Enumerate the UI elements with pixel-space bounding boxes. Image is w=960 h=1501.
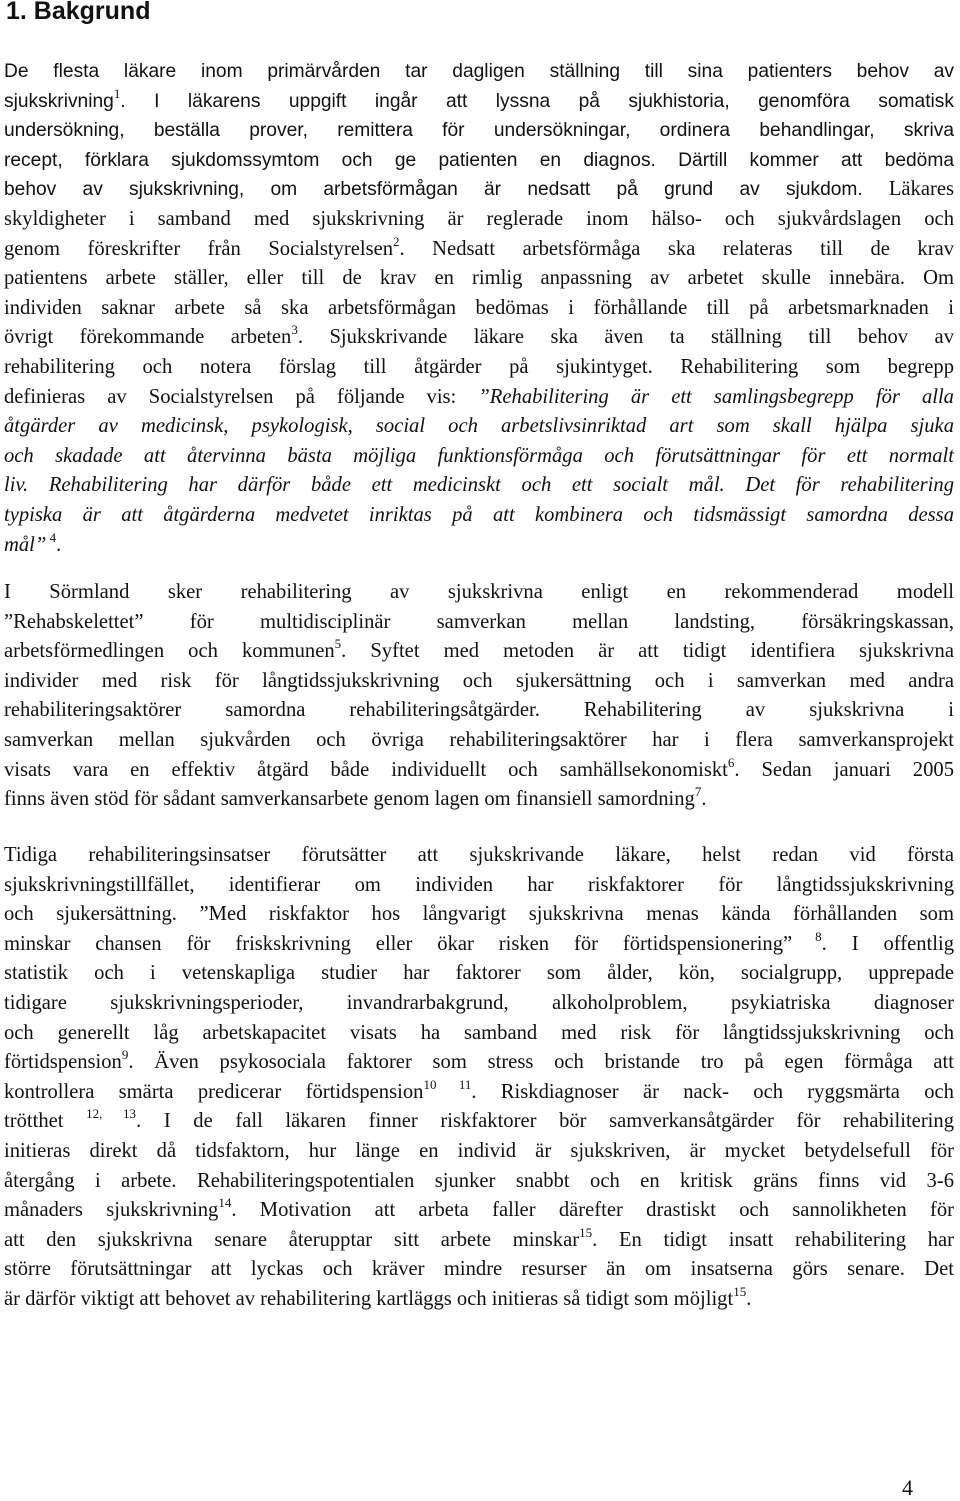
footnote-reference: 12, 13 bbox=[86, 1106, 137, 1122]
text-line bbox=[4, 471, 954, 501]
footnote-reference: 6 bbox=[727, 754, 735, 770]
text-line bbox=[4, 1019, 954, 1049]
text-line bbox=[4, 785, 954, 815]
text-run: statistik och i vetenskapliga studier har faktorer som ålder, kön, socialgrupp, upprepade bbox=[4, 962, 954, 985]
text-run: arbetsförmedlingen och kommunen bbox=[4, 640, 335, 663]
text-line bbox=[4, 667, 954, 697]
paragraph-2 bbox=[4, 578, 954, 815]
text-run: . bbox=[746, 1287, 752, 1310]
footnote-reference: 9 bbox=[121, 1047, 129, 1063]
text-run: . Syftet med metoden är att tidigt identifiera sjukskrivna bbox=[341, 640, 954, 663]
text-line bbox=[4, 900, 954, 930]
footnote-reference: 14 bbox=[218, 1195, 232, 1211]
text-run: är därför viktigt att behovet av rehabilitering kartläggs och initieras så tidigt som möjligt bbox=[4, 1287, 734, 1310]
text-run: . Sedan januari 2005 bbox=[734, 758, 954, 781]
text-run: . bbox=[701, 788, 707, 811]
text-line bbox=[4, 1167, 954, 1197]
text-run: . Riskdiagnoser är nack- och ryggsmärta och bbox=[471, 1080, 954, 1103]
quote-text: ”Rehabilitering är ett samlingsbegrepp för alla bbox=[478, 385, 954, 408]
quote-text: mål” bbox=[4, 533, 47, 556]
text-line bbox=[4, 1137, 954, 1167]
text-run: genom föreskrifter från Socialstyrelsen bbox=[4, 237, 394, 260]
text-run: . Sjukskrivande läkare ska även ta ställning till behov av bbox=[297, 326, 954, 349]
text-line bbox=[4, 323, 954, 353]
text-line bbox=[4, 1226, 954, 1256]
text-run: återgång i arbete. Rehabiliteringspotentialen sjunker snabbt och en kritisk gräns finns vid 3-6 bbox=[4, 1169, 954, 1192]
text-run: . Motivation att arbeta faller därefter drastiskt och sannolikheten för bbox=[231, 1199, 954, 1222]
text-run: behov av sjukskrivning, om arbetsförmågan är nedsatt på grund av sjukdom. bbox=[4, 179, 863, 201]
text-run: individen saknar arbete så ska arbetsförmågan bedömas i förhållande till på arbetsmarknaden i bbox=[4, 296, 954, 319]
text-run: skyldigheter i samband med sjukskrivning är reglerade inom hälso- och sjukvårdslagen och bbox=[4, 207, 954, 230]
text-run: . I offentlig bbox=[821, 932, 955, 955]
text-line bbox=[4, 959, 954, 989]
text-run: Läkares bbox=[862, 178, 954, 201]
text-run: . En tidigt insatt rehabilitering har bbox=[592, 1228, 954, 1251]
text-line bbox=[4, 608, 954, 638]
text-line bbox=[4, 412, 954, 442]
text-run: rehabilitering och notera förslag till åtgärder på sjukintyget. bbox=[4, 355, 653, 378]
text-line bbox=[4, 116, 954, 146]
text-run: och generellt låg arbetskapacitet visats ha samband med risk för långtidssjukskrivning och bbox=[4, 1021, 954, 1044]
text-run: undersökning, beställa prover, remittera för undersökningar, ordinera behandlingar, skriva bbox=[4, 120, 954, 142]
text-run: kontrollera smärta predicerar förtidspension bbox=[4, 1080, 424, 1103]
paragraph-3 bbox=[4, 841, 954, 1315]
text-run: Därtill kommer att bedöma bbox=[655, 149, 954, 171]
text-run: Om bbox=[905, 267, 954, 290]
quote-text: typiska är att åtgärderna medvetet inriktas på att kombinera och tidsmässigt samordna dessa bbox=[4, 503, 954, 526]
text-line bbox=[4, 726, 954, 756]
text-run: sjukskrivning bbox=[4, 90, 114, 112]
text-run: Rehabilitering av sjukskrivna i bbox=[539, 699, 954, 722]
text-run: att den sjukskrivna senare återupptar sitt arbete minskar bbox=[4, 1228, 580, 1251]
footnote-reference: 3 bbox=[291, 322, 298, 338]
text-run: visats vara en effektiv åtgärd både individuellt och samhällsekonomiskt bbox=[4, 758, 728, 781]
text-run: . Även psykosociala faktorer som stress och bristande tro på egen förmåga att bbox=[128, 1051, 954, 1074]
text-line bbox=[4, 205, 954, 235]
text-line bbox=[4, 531, 954, 561]
text-line bbox=[4, 637, 954, 667]
quote-text: åtgärder av medicinsk, psykologisk, social och arbetslivsinriktad art som skall hjälpa sjuka bbox=[4, 415, 954, 438]
text-line bbox=[4, 383, 954, 413]
text-line bbox=[4, 1107, 954, 1137]
text-run: och sjukersättning. ”Med riskfaktor hos långvarigt sjukskrivna menas kända förhållanden som bbox=[4, 903, 954, 926]
quote-text: och skadade att återvinna bästa möjliga funktionsförmåga och förutsättningar för ett normalt bbox=[4, 444, 954, 467]
text-run: större förutsättningar att lyckas och kräver mindre resurser än om insatserna görs senare. Det bbox=[4, 1258, 954, 1281]
text-run: Tidiga rehabiliteringsinsatser förutsätter att sjukskrivande läkare, helst redan vid första bbox=[4, 844, 954, 866]
text-run: samverkan mellan sjukvården och övriga rehabiliteringsaktörer har i flera samverkansprojekt bbox=[4, 728, 954, 751]
text-run: tidigare sjukskrivningsperioder, invandrarbakgrund, alkoholproblem, psykiatriska diagnoser bbox=[4, 991, 954, 1014]
text-run: definieras av Socialstyrelsen på följande vis: bbox=[4, 385, 479, 408]
text-run: . I läkarens uppgift ingår att lyssna på sjukhistoria, genomföra somatisk bbox=[120, 90, 954, 112]
text-line bbox=[4, 264, 954, 294]
text-line bbox=[4, 578, 954, 608]
footnote-reference: 15 bbox=[733, 1283, 747, 1299]
text-run: I Sörmland sker rehabilitering av sjukskrivna enligt en rekommenderad modell bbox=[4, 581, 954, 603]
footnote-reference: 8 bbox=[792, 928, 822, 944]
text-run: rehabiliteringsaktörer samordna rehabiliteringsåtgärder. bbox=[4, 699, 540, 722]
footnote-reference: 1 bbox=[113, 85, 121, 101]
footnote-reference: 7 bbox=[694, 784, 702, 800]
text-run: recept, förklara sjukdomssymtom och ge patienten en diagnos. bbox=[4, 149, 656, 171]
text-run: . Nedsatt arbetsförmåga ska relateras till de krav bbox=[399, 237, 955, 260]
text-line bbox=[4, 57, 954, 87]
text-line bbox=[4, 841, 954, 871]
text-line bbox=[4, 294, 954, 324]
text-line bbox=[4, 1255, 954, 1285]
text-line bbox=[4, 442, 954, 472]
text-line bbox=[4, 87, 954, 117]
text-run: övrigt förekommande arbeten bbox=[4, 326, 292, 349]
text-line bbox=[4, 146, 954, 176]
text-line bbox=[4, 1285, 954, 1315]
paragraph-1 bbox=[4, 57, 954, 560]
text-line bbox=[4, 175, 954, 205]
text-run: månaders sjukskrivning bbox=[4, 1199, 219, 1222]
text-run: förtidspension bbox=[4, 1051, 122, 1074]
text-line bbox=[4, 235, 954, 265]
text-run: Rehabilitering som begrepp bbox=[652, 355, 954, 378]
text-line bbox=[4, 696, 954, 726]
text-run: De flesta läkare inom primärvården tar dagligen ställning till sina patienters behov av bbox=[4, 61, 954, 82]
text-line bbox=[4, 871, 954, 901]
quote-text: liv. Rehabilitering har därför både ett medicinskt och ett socialt mål. Det för rehabilitering bbox=[4, 474, 954, 497]
text-run: ”Rehabskelettet” för multidisciplinär samverkan mellan landsting, försäkringskassan, bbox=[4, 610, 954, 633]
text-line bbox=[4, 756, 954, 786]
footnote-reference: 4 bbox=[46, 529, 57, 545]
text-run: individer med risk för långtidssjukskrivning och sjukersättning och i samverkan med andra bbox=[4, 669, 954, 692]
footnote-reference: 5 bbox=[334, 636, 342, 652]
text-run: . I de fall läkaren finner riskfaktorer bör samverkansåtgärder för rehabilitering bbox=[136, 1110, 954, 1133]
footnote-reference: 2 bbox=[393, 233, 400, 249]
text-run: patientens arbete ställer, eller till de krav en rimlig anpassning av arbetet skulle innebära. bbox=[4, 267, 906, 290]
page-number: 4 bbox=[902, 1475, 913, 1500]
text-run: sjukskrivningstillfället, identifierar om individen har riskfaktorer för långtidssjukskrivning bbox=[4, 873, 954, 896]
text-line bbox=[4, 989, 954, 1019]
text-run: finns även stöd för sådant samverkansarbete genom lagen om finansiell samordning bbox=[4, 788, 695, 811]
text-run: minskar chansen för friskskrivning eller ökar risken för förtidspensionering” bbox=[4, 932, 793, 955]
text-line bbox=[4, 1078, 954, 1108]
section-heading: 1. Bakgrund bbox=[6, 0, 151, 25]
text-line bbox=[4, 1196, 954, 1226]
text-run: trötthet bbox=[4, 1110, 87, 1133]
text-line bbox=[4, 930, 954, 960]
footnote-reference: 15 bbox=[579, 1224, 593, 1240]
text-line bbox=[4, 1048, 954, 1078]
text-line bbox=[4, 501, 954, 531]
text-line bbox=[4, 353, 954, 383]
text-run: initieras direkt då tidsfaktorn, hur länge en individ är sjukskriven, är mycket betydelsefull för bbox=[4, 1139, 954, 1162]
footnote-reference: 10 11 bbox=[423, 1076, 472, 1092]
text-run: . bbox=[56, 533, 62, 556]
